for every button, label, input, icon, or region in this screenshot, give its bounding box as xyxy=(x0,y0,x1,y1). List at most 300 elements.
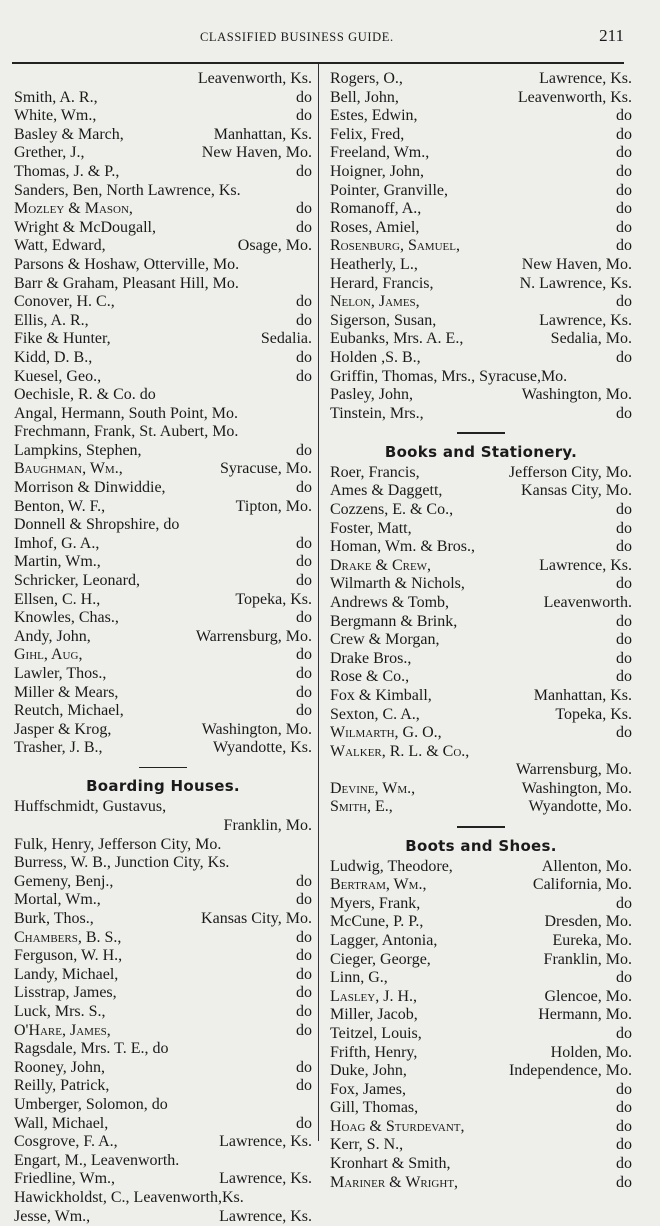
directory-entry xyxy=(330,613,632,632)
entry-name: Chambers, B. S., xyxy=(14,928,122,946)
section-heading: Boarding Houses. xyxy=(86,777,240,796)
entry-name: Burk, Thos., xyxy=(14,910,94,928)
directory-entry xyxy=(330,668,632,687)
entry-name: Ludwig, Theodore, xyxy=(330,857,453,875)
entry-name: Heatherly, L., xyxy=(330,255,418,273)
entry-name: Drake & Crew, xyxy=(330,556,432,574)
entry-name: Fike & Hunter, xyxy=(14,330,111,348)
directory-entry xyxy=(330,969,632,988)
entry-name: Cieger, George, xyxy=(330,950,431,968)
entry-place: do xyxy=(616,200,632,218)
directory-entry xyxy=(330,312,632,331)
directory-entry xyxy=(14,1040,312,1059)
entry-name: Benton, W. F., xyxy=(14,497,106,515)
entry-name: Fulk, Henry, Jefferson City, Mo. xyxy=(14,835,222,853)
directory-entry xyxy=(14,256,312,275)
entry-name: Fox & Kimball, xyxy=(330,686,432,704)
entry-name: Ragsdale, Mrs. T. E., do xyxy=(14,1040,169,1058)
entry-name: Herard, Francis, xyxy=(330,274,434,292)
entry-name: Sexton, C. A., xyxy=(330,705,420,723)
entry-place: Franklin, Mo. xyxy=(223,817,312,835)
entry-place: do xyxy=(616,894,632,912)
entry-place: do xyxy=(616,107,632,125)
entry-name: Gemeny, Benj., xyxy=(14,872,114,890)
entry-place: Lawrence, Ks. xyxy=(219,1207,312,1225)
directory-entry xyxy=(14,479,312,498)
entry-name: Lagger, Antonia, xyxy=(330,931,438,949)
directory-entry xyxy=(330,237,632,256)
directory-entry xyxy=(330,1136,632,1155)
entry-place: do xyxy=(616,668,632,686)
directory-entry xyxy=(14,386,312,405)
directory-entry xyxy=(330,1025,632,1044)
directory-entry xyxy=(330,293,632,312)
entry-place: Allenton, Mo. xyxy=(541,857,632,875)
running-head xyxy=(0,26,660,50)
entry-name: Kronhart & Smith, xyxy=(330,1155,451,1173)
entry-name: Fox, James, xyxy=(330,1080,406,1098)
entry-place: do xyxy=(296,1003,312,1020)
directory-entry xyxy=(14,293,312,312)
directory-entry xyxy=(14,609,312,628)
entry-name: Roses, Amiel, xyxy=(330,218,420,236)
entry-place: Eureka, Mo. xyxy=(552,931,632,949)
directory-entry xyxy=(330,349,632,368)
entry-place: Independence, Mo. xyxy=(508,1062,632,1080)
entry-name: Engart, M., Leavenworth. xyxy=(14,1151,180,1169)
entry-name: Parsons & Hoshaw, Otterville, Mo. xyxy=(14,255,240,273)
entry-place: do xyxy=(296,311,312,329)
entry-place: do xyxy=(296,947,312,965)
entry-place: do xyxy=(616,1117,632,1135)
entry-place: Washington, Mo. xyxy=(521,386,632,404)
entry-place: Hermann, Mo. xyxy=(538,1006,632,1024)
directory-entry xyxy=(330,650,632,669)
entry-name: Umberger, Solomon, do xyxy=(14,1095,168,1113)
entry-place: Leavenworth, Ks. xyxy=(197,70,312,87)
entry-place: California, Mo. xyxy=(532,876,632,894)
entry-place: Sedalia, Mo. xyxy=(550,330,632,348)
entry-name: Hoigner, John, xyxy=(330,162,425,180)
entry-name: Martin, Wm., xyxy=(14,553,101,571)
entry-name: Foster, Matt, xyxy=(330,519,412,537)
entry-name: Lawler, Thos., xyxy=(14,665,107,682)
directory-entry xyxy=(330,501,632,520)
entry-name: Rose & Co., xyxy=(330,668,410,686)
directory-entry xyxy=(330,687,632,706)
entry-name: McCune, P. P., xyxy=(330,913,424,931)
entry-name: Pasley, John, xyxy=(330,386,413,404)
entry-name: Oechisle, R. & Co. do xyxy=(14,386,156,404)
entry-place: do xyxy=(616,162,632,180)
directory-entry xyxy=(330,951,632,970)
entry-place: do xyxy=(616,500,632,518)
entry-name: Wilmarth, G. O., xyxy=(330,724,442,742)
directory-entry xyxy=(330,464,632,483)
directory-entry xyxy=(330,482,632,501)
directory-entry xyxy=(330,182,632,201)
entry-name: Gihl, Aug, xyxy=(14,646,83,664)
directory-entry xyxy=(14,200,312,219)
entry-name: Kerr, S. N., xyxy=(330,1136,404,1154)
directory-entry xyxy=(14,553,312,572)
entry-name: Wall, Michael, xyxy=(14,1114,109,1132)
entry-place: Leavenworth. xyxy=(543,593,632,611)
section-rule xyxy=(457,826,505,828)
directory-entry xyxy=(330,520,632,539)
entry-place: Dresden, Mo. xyxy=(544,913,632,931)
entry-place: do xyxy=(616,144,632,162)
directory-entry xyxy=(330,1062,632,1081)
entry-place: do xyxy=(616,404,632,422)
directory-entry xyxy=(14,665,312,684)
entry-place: do xyxy=(616,1173,632,1191)
entry-place: do xyxy=(616,181,632,199)
directory-entry xyxy=(14,405,312,424)
section-rule xyxy=(139,767,187,769)
directory-entry xyxy=(330,1118,632,1137)
directory-entry xyxy=(330,876,632,895)
directory-entry xyxy=(14,1208,312,1226)
entry-name: Walker, R. L. & Co., xyxy=(330,742,470,760)
entry-name: Ames & Daggett, xyxy=(330,482,443,500)
directory-entry xyxy=(330,330,632,349)
directory-entry xyxy=(330,594,632,613)
entry-place: New Haven, Mo. xyxy=(521,255,632,273)
entry-place: do xyxy=(296,1114,312,1132)
directory-entry xyxy=(330,706,632,725)
entry-place: do xyxy=(296,646,312,664)
entry-name: Estes, Edwin, xyxy=(330,107,418,125)
entry-name: Lisstrap, James, xyxy=(14,984,117,1002)
entry-place: do xyxy=(616,237,632,255)
entry-name: Sanders, Ben, North Lawrence, Ks. xyxy=(14,181,241,199)
entry-name: Wright & McDougall, xyxy=(14,218,156,236)
entry-name: Conover, H. C., xyxy=(14,293,115,311)
entry-place: Topeka, Ks. xyxy=(555,705,632,723)
entry-name: Mozley & Mason, xyxy=(14,200,133,218)
entry-name: Crew & Morgan, xyxy=(330,631,440,649)
entry-place: do xyxy=(616,1099,632,1117)
entry-place: do xyxy=(296,218,312,236)
directory-entry xyxy=(14,984,312,1003)
directory-entry xyxy=(14,1003,312,1022)
entry-name: Grether, J., xyxy=(14,144,85,162)
directory-entry xyxy=(330,761,632,780)
entry-name: Angal, Hermann, South Point, Mo. xyxy=(14,404,238,422)
entry-name: Hawickholdst, C., Leavenworth,Ks. xyxy=(14,1188,244,1206)
entry-name: Barr & Graham, Pleasant Hill, Mo. xyxy=(14,274,239,292)
directory-entry xyxy=(330,631,632,650)
entry-name: O'Hare, James, xyxy=(14,1021,111,1039)
entry-name: Holden ,S. B., xyxy=(330,348,421,366)
entry-name: Schricker, Leonard, xyxy=(14,572,140,590)
entry-place: do xyxy=(296,572,312,590)
entry-name: Frechmann, Frank, St. Aubert, Mo. xyxy=(14,423,239,441)
entry-place: Washington, Mo. xyxy=(521,779,632,797)
directory-entry xyxy=(330,126,632,145)
directory-entry xyxy=(14,1096,312,1115)
entry-place: do xyxy=(296,891,312,909)
directory-entry xyxy=(330,107,632,126)
entry-name: Ellsen, C. H., xyxy=(14,590,101,608)
entry-place: do xyxy=(616,969,632,987)
entry-name: Bertram, Wm., xyxy=(330,876,427,894)
entry-place: Manhattan, Ks. xyxy=(533,686,632,704)
entry-name: Romanoff, A., xyxy=(330,200,422,218)
entry-name: Mortal, Wm., xyxy=(14,891,101,909)
directory-entry xyxy=(14,910,312,929)
entry-name: Homan, Wm. & Bros., xyxy=(330,538,476,556)
directory-entry xyxy=(14,1170,312,1189)
entry-name: Thomas, J. & P., xyxy=(14,162,120,180)
left-column xyxy=(14,70,312,1226)
directory-entry xyxy=(330,858,632,877)
entry-place: Warrensburg, Mo. xyxy=(515,761,632,779)
running-title: CLASSIFIED BUSINESS GUIDE. xyxy=(200,30,394,44)
entry-place: do xyxy=(616,612,632,630)
entry-place: Syracuse, Mo. xyxy=(220,460,312,478)
directory-entry xyxy=(14,237,312,256)
directory-entry xyxy=(14,423,312,442)
directory-entry xyxy=(14,1022,312,1041)
right-column xyxy=(330,70,632,1192)
entry-place: do xyxy=(296,683,312,701)
directory-entry xyxy=(330,557,632,576)
entry-place: do xyxy=(616,348,632,366)
entry-name: Wilmarth & Nichols, xyxy=(330,575,465,593)
entry-place: Holden, Mo. xyxy=(550,1043,632,1061)
entry-name: Hoag & Sturdevant, xyxy=(330,1117,465,1135)
entry-name: Landy, Michael, xyxy=(14,965,119,983)
entry-place: do xyxy=(296,1021,312,1039)
section-heading: Boots and Shoes. xyxy=(405,836,557,855)
directory-entry xyxy=(330,200,632,219)
entry-name: Ferguson, W. H., xyxy=(14,947,123,965)
entry-place: do xyxy=(296,200,312,218)
entry-name: Bergmann & Brink, xyxy=(330,612,458,630)
entry-place: do xyxy=(296,1077,312,1095)
entry-place: do xyxy=(296,441,312,459)
entry-place: do xyxy=(616,1155,632,1173)
directory-entry xyxy=(14,330,312,349)
directory-entry xyxy=(330,256,632,275)
directory-entry xyxy=(330,1081,632,1100)
entry-place: Manhattan, Ks. xyxy=(213,125,312,143)
directory-entry xyxy=(14,1077,312,1096)
directory-entry xyxy=(330,219,632,238)
directory-entry xyxy=(330,932,632,951)
entry-place: do xyxy=(296,107,312,125)
entry-place: do xyxy=(616,724,632,742)
entry-name: Pointer, Granville, xyxy=(330,181,448,199)
entry-place: Leavenworth, Ks. xyxy=(517,88,632,106)
directory-entry xyxy=(14,163,312,182)
entry-place: do xyxy=(296,479,312,497)
directory-entry xyxy=(330,405,632,424)
directory-entry xyxy=(330,1099,632,1118)
directory-entry xyxy=(14,312,312,331)
directory-entry xyxy=(14,947,312,966)
entry-name: Kuesel, Geo., xyxy=(14,367,102,385)
entry-name: Linn, G., xyxy=(330,969,388,987)
directory-entry xyxy=(14,836,312,855)
directory-entry xyxy=(14,854,312,873)
entry-name: Trasher, J. B., xyxy=(14,739,103,757)
entry-name: Felix, Fred, xyxy=(330,125,405,143)
entry-name: Lampkins, Stephen, xyxy=(14,441,142,459)
directory-entry xyxy=(14,516,312,535)
directory-entry xyxy=(330,368,632,387)
entry-place: Sedalia. xyxy=(260,330,312,348)
directory-entry xyxy=(14,966,312,985)
directory-entry xyxy=(14,1152,312,1171)
entry-place: do xyxy=(616,649,632,667)
directory-entry xyxy=(14,646,312,665)
directory-entry xyxy=(14,368,312,387)
entry-place: Franklin, Mo. xyxy=(543,950,632,968)
directory-entry xyxy=(14,1133,312,1152)
entry-place: Topeka, Ks. xyxy=(235,590,312,608)
entry-place: Glencoe, Mo. xyxy=(544,987,632,1005)
directory-entry xyxy=(14,929,312,948)
directory-entry xyxy=(14,349,312,368)
entry-name: Sigerson, Susan, xyxy=(330,311,437,329)
entry-name: Burress, W. B., Junction City, Ks. xyxy=(14,854,230,872)
entry-name: Imhof, G. A., xyxy=(14,534,100,552)
directory-entry xyxy=(330,1044,632,1063)
entry-name: Nelon, James, xyxy=(330,293,420,311)
entry-place: do xyxy=(616,1136,632,1154)
directory-entry xyxy=(14,107,312,126)
entry-name: Morrison & Dinwiddie, xyxy=(14,479,166,497)
entry-name: Huffschmidt, Gustavus, xyxy=(14,798,167,816)
entry-place: do xyxy=(296,534,312,552)
page-number: 211 xyxy=(599,26,624,45)
directory-entry xyxy=(14,684,312,703)
entry-place: N. Lawrence, Ks. xyxy=(519,274,632,292)
entry-place: Wyandotte, Ks. xyxy=(212,739,312,757)
entry-name: Jesse, Wm., xyxy=(14,1207,91,1225)
entry-place: New Haven, Mo. xyxy=(201,144,312,162)
entry-name: Bell, John, xyxy=(330,88,399,106)
section-heading: Books and Stationery. xyxy=(384,442,578,461)
directory-entry xyxy=(14,798,312,817)
directory-entry xyxy=(330,70,632,89)
directory-entry xyxy=(330,275,632,294)
entry-place: Kansas City, Mo. xyxy=(201,910,312,928)
entry-name: Myers, Frank, xyxy=(330,894,421,912)
directory-entry xyxy=(330,575,632,594)
directory-entry xyxy=(14,498,312,517)
entry-place: do xyxy=(296,367,312,385)
directory-entry xyxy=(14,442,312,461)
entry-place: do xyxy=(296,702,312,720)
entry-name: Baughman, Wm., xyxy=(14,460,123,478)
entry-place: Wyandotte, Mo. xyxy=(528,798,632,816)
entry-place: do xyxy=(616,538,632,556)
entry-name: Reilly, Patrick, xyxy=(14,1077,110,1095)
entry-name: Luck, Mrs. S., xyxy=(14,1003,106,1020)
entry-name: Ellis, A. R., xyxy=(14,311,89,329)
entry-name: Watt, Edward, xyxy=(14,237,106,255)
directory-entry xyxy=(330,798,632,817)
directory-entry xyxy=(14,1059,312,1078)
directory-entry xyxy=(14,891,312,910)
directory-entry xyxy=(14,460,312,479)
directory-entry xyxy=(330,538,632,557)
entry-name: Eubanks, Mrs. A. E., xyxy=(330,330,464,348)
entry-place: do xyxy=(296,872,312,890)
directory-entry xyxy=(330,89,632,108)
entry-name: Drake Bros., xyxy=(330,649,412,667)
entry-place: do xyxy=(296,965,312,983)
entry-place: do xyxy=(616,125,632,143)
directory-entry xyxy=(330,724,632,743)
entry-place: Lawrence, Ks. xyxy=(539,556,632,574)
entry-place: do xyxy=(296,293,312,311)
entry-name: Friedline, Wm., xyxy=(14,1170,116,1188)
entry-place: do xyxy=(296,609,312,627)
directory-entry xyxy=(14,817,312,836)
entry-name: Rogers, O., xyxy=(330,70,403,87)
directory-entry xyxy=(14,535,312,554)
directory-entry xyxy=(14,70,312,89)
entry-name: Knowles, Chas., xyxy=(14,609,119,627)
directory-entry xyxy=(14,572,312,591)
directory-entry xyxy=(330,780,632,799)
directory-entry xyxy=(14,739,312,758)
entry-name: Basley & March, xyxy=(14,125,124,143)
entry-place: do xyxy=(616,218,632,236)
entry-name: Mariner & Wright, xyxy=(330,1173,459,1191)
entry-place: do xyxy=(296,553,312,571)
entry-place: do xyxy=(616,293,632,311)
entry-place: do xyxy=(616,631,632,649)
entry-place: Tipton, Mo. xyxy=(235,497,312,515)
entry-name: Miller, Jacob, xyxy=(330,1006,418,1024)
entry-place: Jefferson City, Mo. xyxy=(508,463,632,481)
directory-entry xyxy=(14,1189,312,1208)
entry-place: do xyxy=(296,348,312,366)
entry-name: Devine, Wm., xyxy=(330,779,416,797)
entry-place: Washington, Mo. xyxy=(201,720,312,738)
entry-name: Donnell & Shropshire, do xyxy=(14,516,180,534)
entry-name: Griffin, Thomas, Mrs., Syracuse,Mo. xyxy=(330,367,568,385)
entry-name: Smith, A. R., xyxy=(14,88,98,106)
directory-entry xyxy=(330,1155,632,1174)
section-rule xyxy=(457,432,505,434)
directory-entry xyxy=(14,721,312,740)
directory-entry xyxy=(330,988,632,1007)
entry-name: Gill, Thomas, xyxy=(330,1099,419,1117)
entry-name: Jasper & Krog, xyxy=(14,720,112,738)
entry-place: Lawrence, Ks. xyxy=(219,1133,312,1151)
entry-name: Kidd, D. B., xyxy=(14,348,93,366)
directory-entry xyxy=(14,702,312,721)
entry-place: Lawrence, Ks. xyxy=(539,311,632,329)
entry-place: do xyxy=(296,1058,312,1076)
entry-name: Andy, John, xyxy=(14,627,91,645)
directory-entry xyxy=(330,743,632,762)
entry-place: do xyxy=(296,928,312,946)
entry-name: Tinstein, Mrs., xyxy=(330,404,424,422)
directory-entry xyxy=(330,386,632,405)
entry-place: do xyxy=(616,1080,632,1098)
directory-entry xyxy=(14,1115,312,1134)
directory-entry xyxy=(330,895,632,914)
entry-name: Andrews & Tomb, xyxy=(330,593,450,611)
